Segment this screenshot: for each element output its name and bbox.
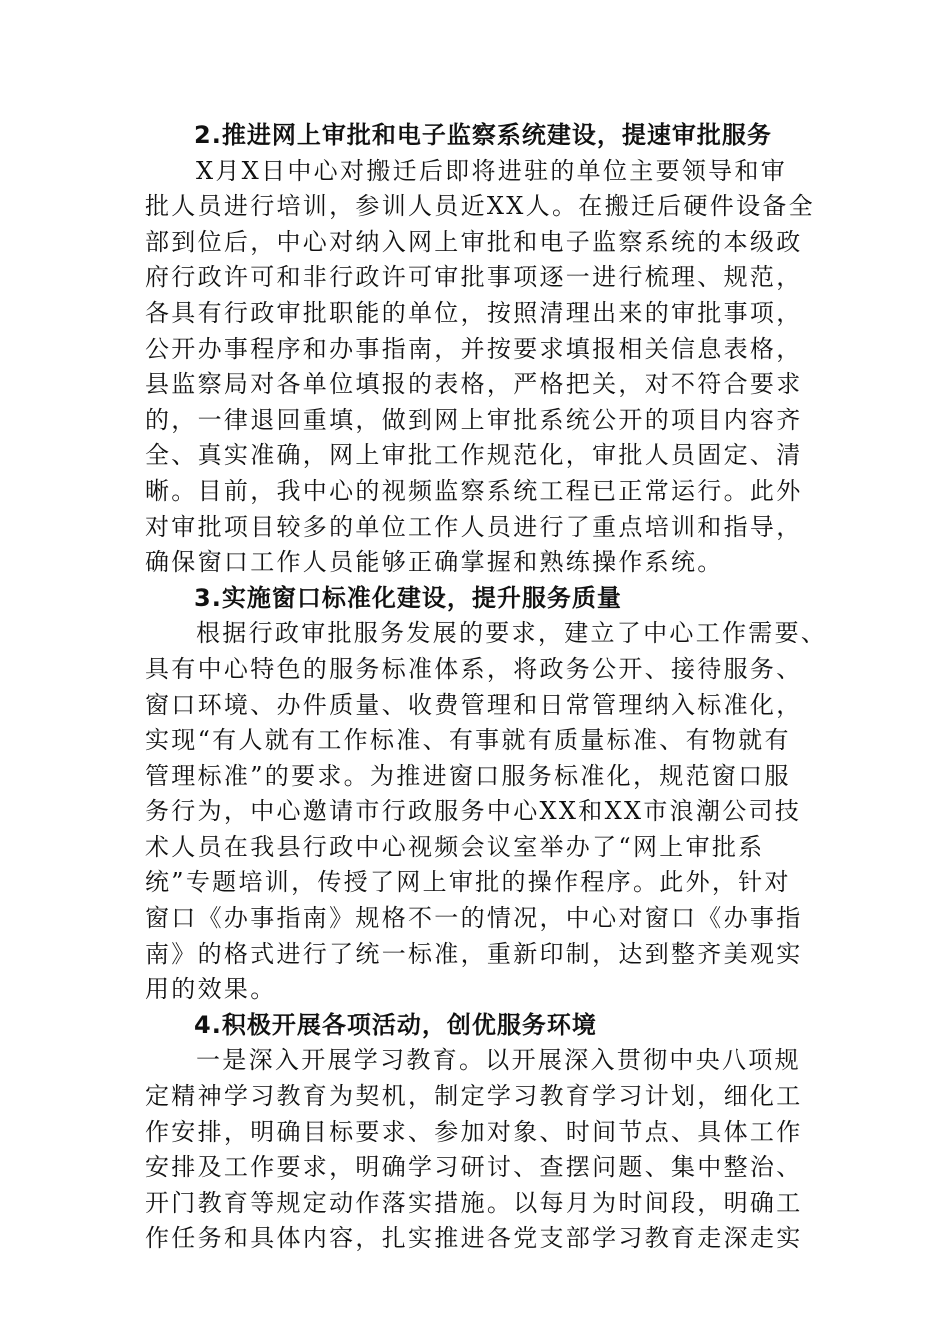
paragraph-line: 作任务和具体内容，扎实推进各党支部学习教育走深走实 [145,1224,803,1253]
section-heading: 3.实施窗口标准化建设，提升服务质量 [194,583,622,612]
paragraph-line: 部到位后，中心对纳入网上审批和电子监察系统的本级政 [145,227,803,256]
paragraph-line: 安排及工作要求，明确学习研讨、查摆问题、集中整治、 [145,1153,803,1182]
paragraph-line: 术人员在我县行政中心视频会议室举办了“网上审批系 [145,832,765,861]
section-heading: 2.推进网上审批和电子监察系统建设，提速审批服务 [194,121,772,149]
paragraph-line: 南》的格式进行了统一标准，重新印制，达到整齐美观实 [145,939,803,968]
paragraph-line: 统”专题培训，传授了网上审批的操作程序。此外，针对 [145,868,791,897]
paragraph-line: 根据行政审批服务发展的要求，建立了中心工作需要、 [196,619,828,648]
paragraph-line: 务行为，中心邀请市行政服务中心XX和XX市浪潮公司技 [145,797,802,826]
paragraph-line: 实现“有人就有工作标准、有事就有质量标准、有物就有 [145,726,791,755]
paragraph-line: 对审批项目较多的单位工作人员进行了重点培训和指导， [145,512,803,541]
paragraph-line: 定精神学习教育为契机，制定学习教育学习计划，细化工 [145,1082,803,1111]
paragraph-line: 作安排，明确目标要求、参加对象、时间节点、具体工作 [145,1117,803,1146]
paragraph-line: 县监察局对各单位填报的表格，严格把关，对不符合要求 [145,370,803,399]
paragraph-line: 的，一律退回重填，做到网上审批系统公开的项目内容齐 [145,405,803,434]
paragraph-line: 用的效果。 [145,975,277,1004]
paragraph-line: 开门教育等规定动作落实措施。以每月为时间段，明确工 [145,1188,803,1217]
paragraph-line: 确保窗口工作人员能够正确掌握和熟练操作系统。 [145,548,724,577]
paragraph-line: 窗口环境、办件质量、收费管理和日常管理纳入标准化， [145,690,803,719]
document-body [145,118,828,1257]
paragraph-line: 各具有行政审批职能的单位，按照清理出来的审批事项， [145,298,803,327]
paragraph-line: 具有中心特色的服务标准体系，将政务公开、接待服务、 [145,654,803,683]
paragraph-line: 批人员进行培训，参训人员近XX人。在搬迁后硬件设备全 [145,192,815,221]
paragraph-line: 窗口《办事指南》规格不一的情况，中心对窗口《办事指 [145,904,803,933]
paragraph-line: 府行政许可和非行政许可审批事项逐一进行梳理、规范， [145,263,803,292]
paragraph-line: X月X日中心对搬迁后即将进驻的单位主要领导和审 [196,156,788,185]
paragraph-line: 管理标准”的要求。为推进窗口服务标准化，规范窗口服 [145,761,791,790]
paragraph-line: 公开办事程序和办事指南，并按要求填报相关信息表格， [145,334,803,363]
section-heading: 4.积极开展各项活动，创优服务环境 [194,1010,597,1039]
paragraph-line: 全、真实准确，网上审批工作规范化，审批人员固定、清 [145,441,803,470]
paragraph-line: 晰。目前，我中心的视频监察系统工程已正常运行。此外 [145,476,803,505]
paragraph-line: 一是深入开展学习教育。以开展深入贯彻中央八项规 [196,1046,801,1075]
